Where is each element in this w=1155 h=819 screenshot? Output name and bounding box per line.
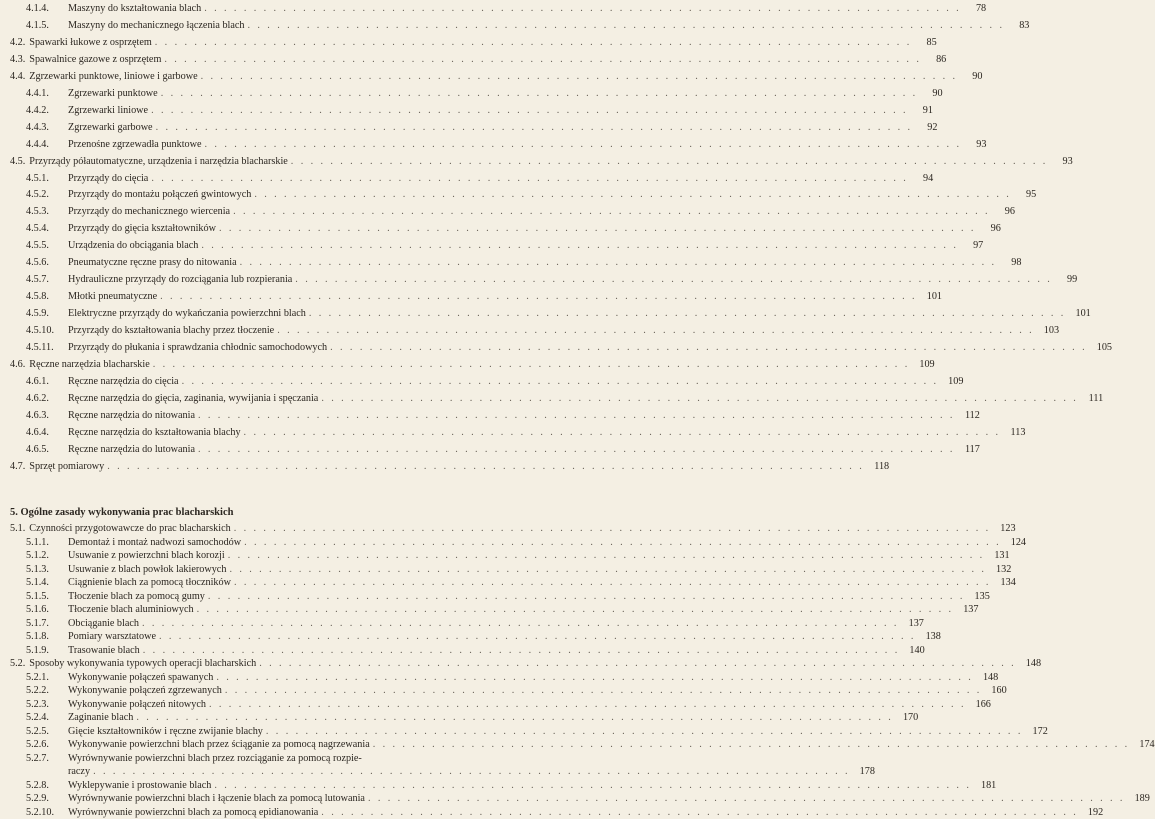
toc-entry-number: 4.2. (10, 36, 26, 48)
toc-entry (10, 155, 1073, 168)
leader-dots (136, 711, 893, 724)
toc-entry-number: 5.2.6. (26, 739, 49, 750)
leader-dots (266, 725, 1023, 738)
leader-dots (160, 290, 917, 303)
leader-dots (228, 549, 985, 562)
toc-entry-title: Ciągnienie blach za pomocą tłoczników (68, 577, 231, 588)
toc-entry-number: 4.4.2. (26, 104, 49, 116)
toc-entry-page: 99 (1066, 274, 1078, 286)
leader-dots (198, 443, 955, 456)
leader-dots (254, 188, 1011, 201)
toc-entry (10, 358, 935, 371)
toc-entry-page: 98 (1011, 257, 1022, 269)
toc-entry (26, 792, 1150, 805)
leader-dots (208, 590, 965, 603)
toc-entry (26, 239, 984, 252)
toc-entry-number: 4.5.6. (26, 257, 49, 269)
leader-dots (201, 70, 958, 83)
leader-dots (159, 630, 916, 643)
leader-dots (244, 426, 1001, 439)
leader-dots (277, 324, 1034, 337)
toc-entry-number: 4.6.4. (26, 426, 49, 438)
toc-entry-number: 4.5.7. (26, 274, 49, 286)
toc-entry-page: 83 (1019, 19, 1030, 31)
toc-entry-title: Przyrządy półautomatyczne, urządzenia i narzędzia blacharskie (29, 155, 288, 167)
leader-dots (216, 671, 973, 684)
toc-entry (26, 725, 1048, 738)
toc-entry-title: Usuwanie z blach powłok lakierowych (68, 563, 227, 575)
toc-entry-number: 4.5.1. (26, 172, 49, 184)
toc-entry-title: Młotki pneumatyczne (68, 291, 158, 303)
toc-entry-title: Przyrządy do montażu połączeń gwintowych (68, 189, 252, 201)
toc-entry-title: Zgrzewarki punktowe (68, 87, 158, 99)
toc-entry-title: Przyrządy do cięcia (68, 172, 149, 184)
toc-entry-title: Ręczne narzędzia blacharskie (29, 358, 150, 370)
toc-entry (26, 536, 1027, 549)
toc-entry-number: 4.5.4. (26, 223, 49, 235)
toc-entry-number: 5.2.7. (26, 752, 49, 764)
toc-entry-title: Spawarki łukowe z osprzętem (29, 36, 152, 48)
leader-dots (244, 536, 1001, 549)
toc-entry-title: Spawalnice gazowe z osprzętem (29, 53, 162, 65)
toc-entry (26, 188, 1037, 201)
leader-dots (205, 138, 962, 151)
toc-entry-title: Zgrzewarki liniowe (68, 104, 149, 116)
toc-entry (26, 806, 1104, 819)
toc-entry-title: Trasowanie blach (68, 644, 140, 656)
toc-entry-title: Czynności przygotowawcze do prac blacharskich (29, 523, 231, 534)
toc-entry-page: 101 (1075, 308, 1091, 320)
toc-entry (26, 409, 980, 422)
toc-entry-title: Przyrządy do gięcia kształtowników (68, 223, 216, 235)
leader-dots (321, 806, 1078, 819)
toc-entry-number: 4.4.3. (26, 121, 49, 133)
leader-dots (225, 684, 982, 697)
leader-dots (204, 2, 961, 15)
toc-entry-title: Ręczne narzędzia do cięcia (68, 375, 179, 387)
toc-entry-page: 174 (1139, 739, 1155, 750)
leader-dots (107, 460, 864, 473)
toc-entry-number: 4.4.1. (26, 87, 49, 99)
toc-entry (26, 307, 1091, 320)
toc-entry-page: 148 (1025, 658, 1042, 669)
toc-entry-page: 97 (973, 240, 984, 252)
toc-entry-page: 96 (1004, 206, 1015, 218)
toc-entry-title: Tłoczenie blach za pomocą gumy (68, 590, 205, 602)
leader-dots (161, 87, 918, 100)
toc-entry-page: 189 (1134, 793, 1150, 804)
toc-entry-number: 5.1.9. (26, 644, 49, 656)
toc-entry-page: 148 (982, 671, 999, 683)
toc-entry-title: Ręczne narzędzia do gięcia, zaginania, wywijania i spęczania (68, 392, 319, 404)
toc-entry-title: Przyrządy do płukania i sprawdzania chłodnic samochodowych (68, 342, 328, 353)
toc-entry-title: Wyklepywanie i prostowanie blach (68, 779, 212, 791)
leader-dots (373, 738, 1130, 751)
toc-entry-page: 85 (926, 36, 937, 48)
leader-dots (240, 256, 997, 269)
leader-dots (229, 563, 986, 576)
toc-entry-number: 5.2.8. (26, 779, 49, 791)
toc-entry-number: 4.3. (10, 53, 26, 65)
toc-entry-page: 90 (932, 87, 943, 99)
toc-entry-number: 4.6.5. (26, 443, 49, 455)
leader-dots (321, 392, 1078, 405)
toc-entry-title: Hydrauliczne przyrządy do rozciągania lub rozpierania (68, 274, 293, 286)
toc-entry (26, 324, 1060, 337)
toc-entry (26, 765, 875, 778)
toc-entry-page: 134 (1000, 577, 1016, 588)
leader-dots (233, 205, 990, 218)
toc-entry-title: Maszyny do kształtowania blach (68, 3, 202, 14)
toc-entry (26, 138, 987, 151)
toc-entry (26, 576, 1016, 589)
leader-dots (155, 36, 912, 49)
toc-entry-page: 172 (1032, 725, 1048, 737)
toc-entry-title-continued: raczy (68, 766, 91, 777)
toc-entry (26, 752, 470, 765)
leader-dots (234, 576, 991, 589)
toc-entry (26, 443, 980, 456)
leader-dots (214, 779, 971, 792)
toc-entry-page: 91 (922, 104, 933, 116)
toc-entry-title: Obciąganie blach (68, 617, 139, 629)
toc-entry-title: Zgrzewarki punktowe, liniowe i garbowe (29, 70, 198, 82)
toc-entry-number: 4.1.4. (26, 3, 49, 14)
toc-entry-title: Pneumatyczne ręczne prasy do nitowania (68, 257, 237, 269)
toc-entry-title: Wykonywanie połączeń nitowych (68, 698, 207, 710)
toc-entry-number: 4.5.11. (26, 342, 54, 353)
toc-entry-title: Wyrównywanie powierzchni blach i łączenie blach za pomocą lutowania (68, 793, 365, 804)
toc-entry-title: Zgrzewarki garbowe (68, 121, 153, 133)
toc-entry-number: 5.2.2. (26, 685, 49, 696)
toc-entry-title: Ręczne narzędzia do lutowania (68, 443, 195, 455)
toc-entry-number: 5.1.2. (26, 550, 49, 561)
toc-entry-page: 101 (926, 291, 942, 303)
toc-entry-page: 160 (991, 685, 1007, 696)
toc-entry (26, 290, 942, 303)
toc-entry-page: 95 (1026, 189, 1037, 201)
toc-entry-number: 4.5.10. (26, 325, 55, 337)
toc-entry-page: 124 (1010, 536, 1027, 548)
toc-entry-page: 192 (1087, 806, 1104, 818)
toc-entry (26, 19, 1030, 32)
toc-entry-page: 113 (1010, 426, 1026, 438)
toc-entry-page: 94 (923, 172, 934, 184)
toc-entry-page: 103 (1043, 325, 1060, 337)
toc-entry-page: 109 (919, 358, 935, 370)
leader-dots (153, 358, 910, 371)
leader-dots (197, 603, 954, 616)
toc-entry-page: 170 (902, 712, 919, 723)
toc-entry-page: 93 (976, 138, 987, 150)
toc-entry (26, 563, 1012, 576)
toc-entry-number: 5.1.6. (26, 604, 49, 615)
toc-entry-page: 109 (948, 375, 964, 387)
toc-entry-number: 5.1.8. (26, 631, 49, 642)
toc-entry-number: 4.6.1. (26, 375, 49, 387)
leader-dots (209, 698, 966, 711)
toc-entry-number: 5.1.4. (26, 577, 49, 588)
toc-entry-number: 4.1.5. (26, 19, 49, 31)
toc-entry-title: Maszyny do mechanicznego łączenia blach (68, 19, 245, 31)
toc-entry (26, 738, 1155, 751)
leader-dots (151, 172, 908, 185)
toc-entry-number: 5.2.5. (26, 725, 49, 737)
leader-dots (93, 765, 850, 778)
toc-entry-number: 5.1.3. (26, 563, 49, 575)
toc-entry-number: 5.2.10. (26, 806, 55, 818)
toc-entry (26, 104, 933, 117)
leader-dots (295, 273, 1052, 286)
toc-entry-number: 4.5. (10, 155, 26, 167)
toc-entry-number: 4.5.8. (26, 291, 49, 303)
toc-entry (26, 549, 1010, 562)
toc-entry (26, 644, 925, 657)
leader-dots (142, 617, 899, 630)
toc-entry-number: 4.6. (10, 358, 26, 370)
toc-entry (10, 70, 983, 83)
toc-entry-page: 96 (990, 223, 1001, 235)
toc-entry (26, 711, 919, 724)
leader-dots (330, 341, 1087, 354)
toc-entry (26, 205, 1015, 218)
toc-entry-page: 118 (874, 460, 890, 472)
toc-entry-title: Przyrządy do kształtowania blachy przez tłoczenie (68, 325, 275, 337)
toc-entry-page: 90 (972, 70, 983, 82)
toc-entry (10, 53, 947, 66)
toc-entry (10, 460, 890, 473)
toc-entry-number: 5.2.9. (26, 793, 49, 804)
toc-entry (26, 121, 938, 134)
toc-entry-title: Gięcie kształtowników i ręczne zwijanie blachy (68, 725, 263, 737)
leader-dots (143, 644, 900, 657)
toc-entry-title: Wykonywanie połączeń spawanych (68, 671, 214, 683)
toc-entry (26, 779, 997, 792)
toc-entry-number: 4.5.2. (26, 189, 49, 201)
toc-entry (26, 375, 964, 388)
leader-dots (234, 522, 991, 535)
toc-entry-page: 105 (1096, 342, 1113, 353)
toc-entry-number: 5.2. (10, 658, 26, 669)
leader-dots (164, 53, 921, 66)
toc-entry (26, 341, 1113, 354)
toc-entry-title: Przyrządy do mechanicznego wiercenia (68, 206, 231, 218)
toc-entry (26, 698, 991, 711)
toc-entry (10, 657, 1042, 670)
leader-dots (219, 222, 976, 235)
toc-entry (26, 684, 1007, 697)
toc-entry (26, 2, 987, 15)
toc-entry-page: 86 (936, 53, 947, 65)
toc-entry (26, 392, 1104, 405)
leader-dots (368, 792, 1125, 805)
toc-entry-title: Demontaż i montaż nadwozi samochodów (68, 536, 242, 548)
toc-entry (26, 87, 943, 100)
toc-entry-page: 132 (996, 563, 1012, 575)
toc-entry-title: Usuwanie z powierzchni blach korozji (68, 550, 225, 561)
toc-entry-number: 5.1. (10, 523, 26, 534)
toc-entry-title: Wykonywanie połączeń zgrzewanych (68, 685, 222, 696)
toc-entry-title: Ręczne narzędzia do kształtowania blachy (68, 426, 241, 438)
toc-entry-number: 4.6.3. (26, 409, 49, 421)
leader-dots (291, 155, 1048, 168)
toc-entry-number: 4.6.2. (26, 392, 49, 404)
toc-entry (26, 273, 1078, 286)
toc-entry-page: 112 (964, 409, 980, 421)
toc-entry-number: 5.2.3. (26, 698, 49, 710)
toc-entry (26, 222, 1001, 235)
toc-entry-number: 4.5.5. (26, 240, 49, 252)
toc-entry-number: 4.4. (10, 70, 26, 82)
toc-entry-page: 123 (1000, 523, 1016, 534)
toc-entry-number: 4.5.9. (26, 308, 49, 320)
toc-entry-title: Zaginanie blach (68, 712, 134, 723)
toc-entry-title: Wyrównywanie powierzchni blach za pomocą epidianowania (68, 806, 319, 818)
toc-entry-page: 117 (964, 443, 980, 455)
leader-dots (182, 375, 939, 388)
toc-entry-page: 137 (963, 604, 979, 615)
toc-entry-title: Urządzenia do obciągania blach (68, 240, 199, 252)
toc-entry-number: 5.1.5. (26, 590, 49, 602)
toc-entry-page: 135 (974, 590, 990, 602)
toc-entry-title: Przenośne zgrzewadła punktowe (68, 138, 202, 150)
toc-entry-number: 5.2.4. (26, 712, 49, 723)
toc-entry-page: 78 (975, 3, 987, 14)
leader-dots (201, 239, 958, 252)
toc-entry-number: 5.1.1. (26, 536, 49, 548)
toc-entry (26, 426, 1026, 439)
toc-entry (26, 617, 924, 630)
leader-dots (156, 121, 913, 134)
toc-entry-title: Ręczne narzędzia do nitowania (68, 409, 195, 421)
toc-entry-page: 92 (927, 121, 938, 133)
toc-entry-page: 140 (909, 644, 925, 656)
toc-entry-page: 138 (925, 631, 941, 642)
leader-dots (248, 19, 1005, 32)
leader-dots (259, 657, 1016, 670)
toc-entry (26, 671, 999, 684)
toc-entry (10, 522, 1016, 535)
toc-entry-title: Wykonywanie powierzchni blach przez ściąganie za pomocą nagrzewania (68, 739, 370, 750)
toc-entry-page: 181 (980, 779, 997, 791)
leader-dots (198, 409, 955, 422)
toc-entry-number: 5.1.7. (26, 617, 49, 629)
toc-entry-page: 131 (994, 550, 1010, 561)
toc-entry (10, 36, 937, 49)
toc-entry-page: 178 (859, 766, 875, 777)
toc-entry-page: 111 (1088, 392, 1104, 404)
toc-entry-title: Sprzęt pomiarowy (29, 460, 105, 472)
toc-entry-page: 166 (975, 698, 991, 710)
toc-entry-title: Wyrównywanie powierzchni blach przez rozciąganie za pomocą rozpie- (68, 752, 362, 764)
toc-entry-title: Elektryczne przyrządy do wykańczania powierzchni blach (68, 308, 306, 320)
toc-entry-number: 4.7. (10, 460, 26, 472)
toc-entry (26, 172, 934, 185)
toc-entry-number: 4.5.3. (26, 206, 49, 218)
toc-entry (26, 256, 1022, 269)
toc-entry-title: Sposoby wykonywania typowych operacji blacharskich (29, 658, 257, 669)
toc-entry-number: 4.4.4. (26, 138, 49, 150)
leader-dots (151, 104, 908, 117)
toc-entry-title: Tłoczenie blach aluminiowych (68, 604, 194, 615)
leader-dots (309, 307, 1066, 320)
chapter-heading: 5. Ogólne zasady wykonywania prac blacharskich (10, 507, 234, 518)
toc-entry-page: 137 (908, 617, 924, 629)
toc-entry (26, 590, 990, 603)
toc-entry-title: Pomiary warsztatowe (68, 631, 156, 642)
toc-entry-page: 93 (1062, 155, 1073, 167)
toc-entry (26, 630, 941, 643)
toc-entry (26, 603, 979, 616)
toc-entry-number: 5.2.1. (26, 671, 49, 683)
